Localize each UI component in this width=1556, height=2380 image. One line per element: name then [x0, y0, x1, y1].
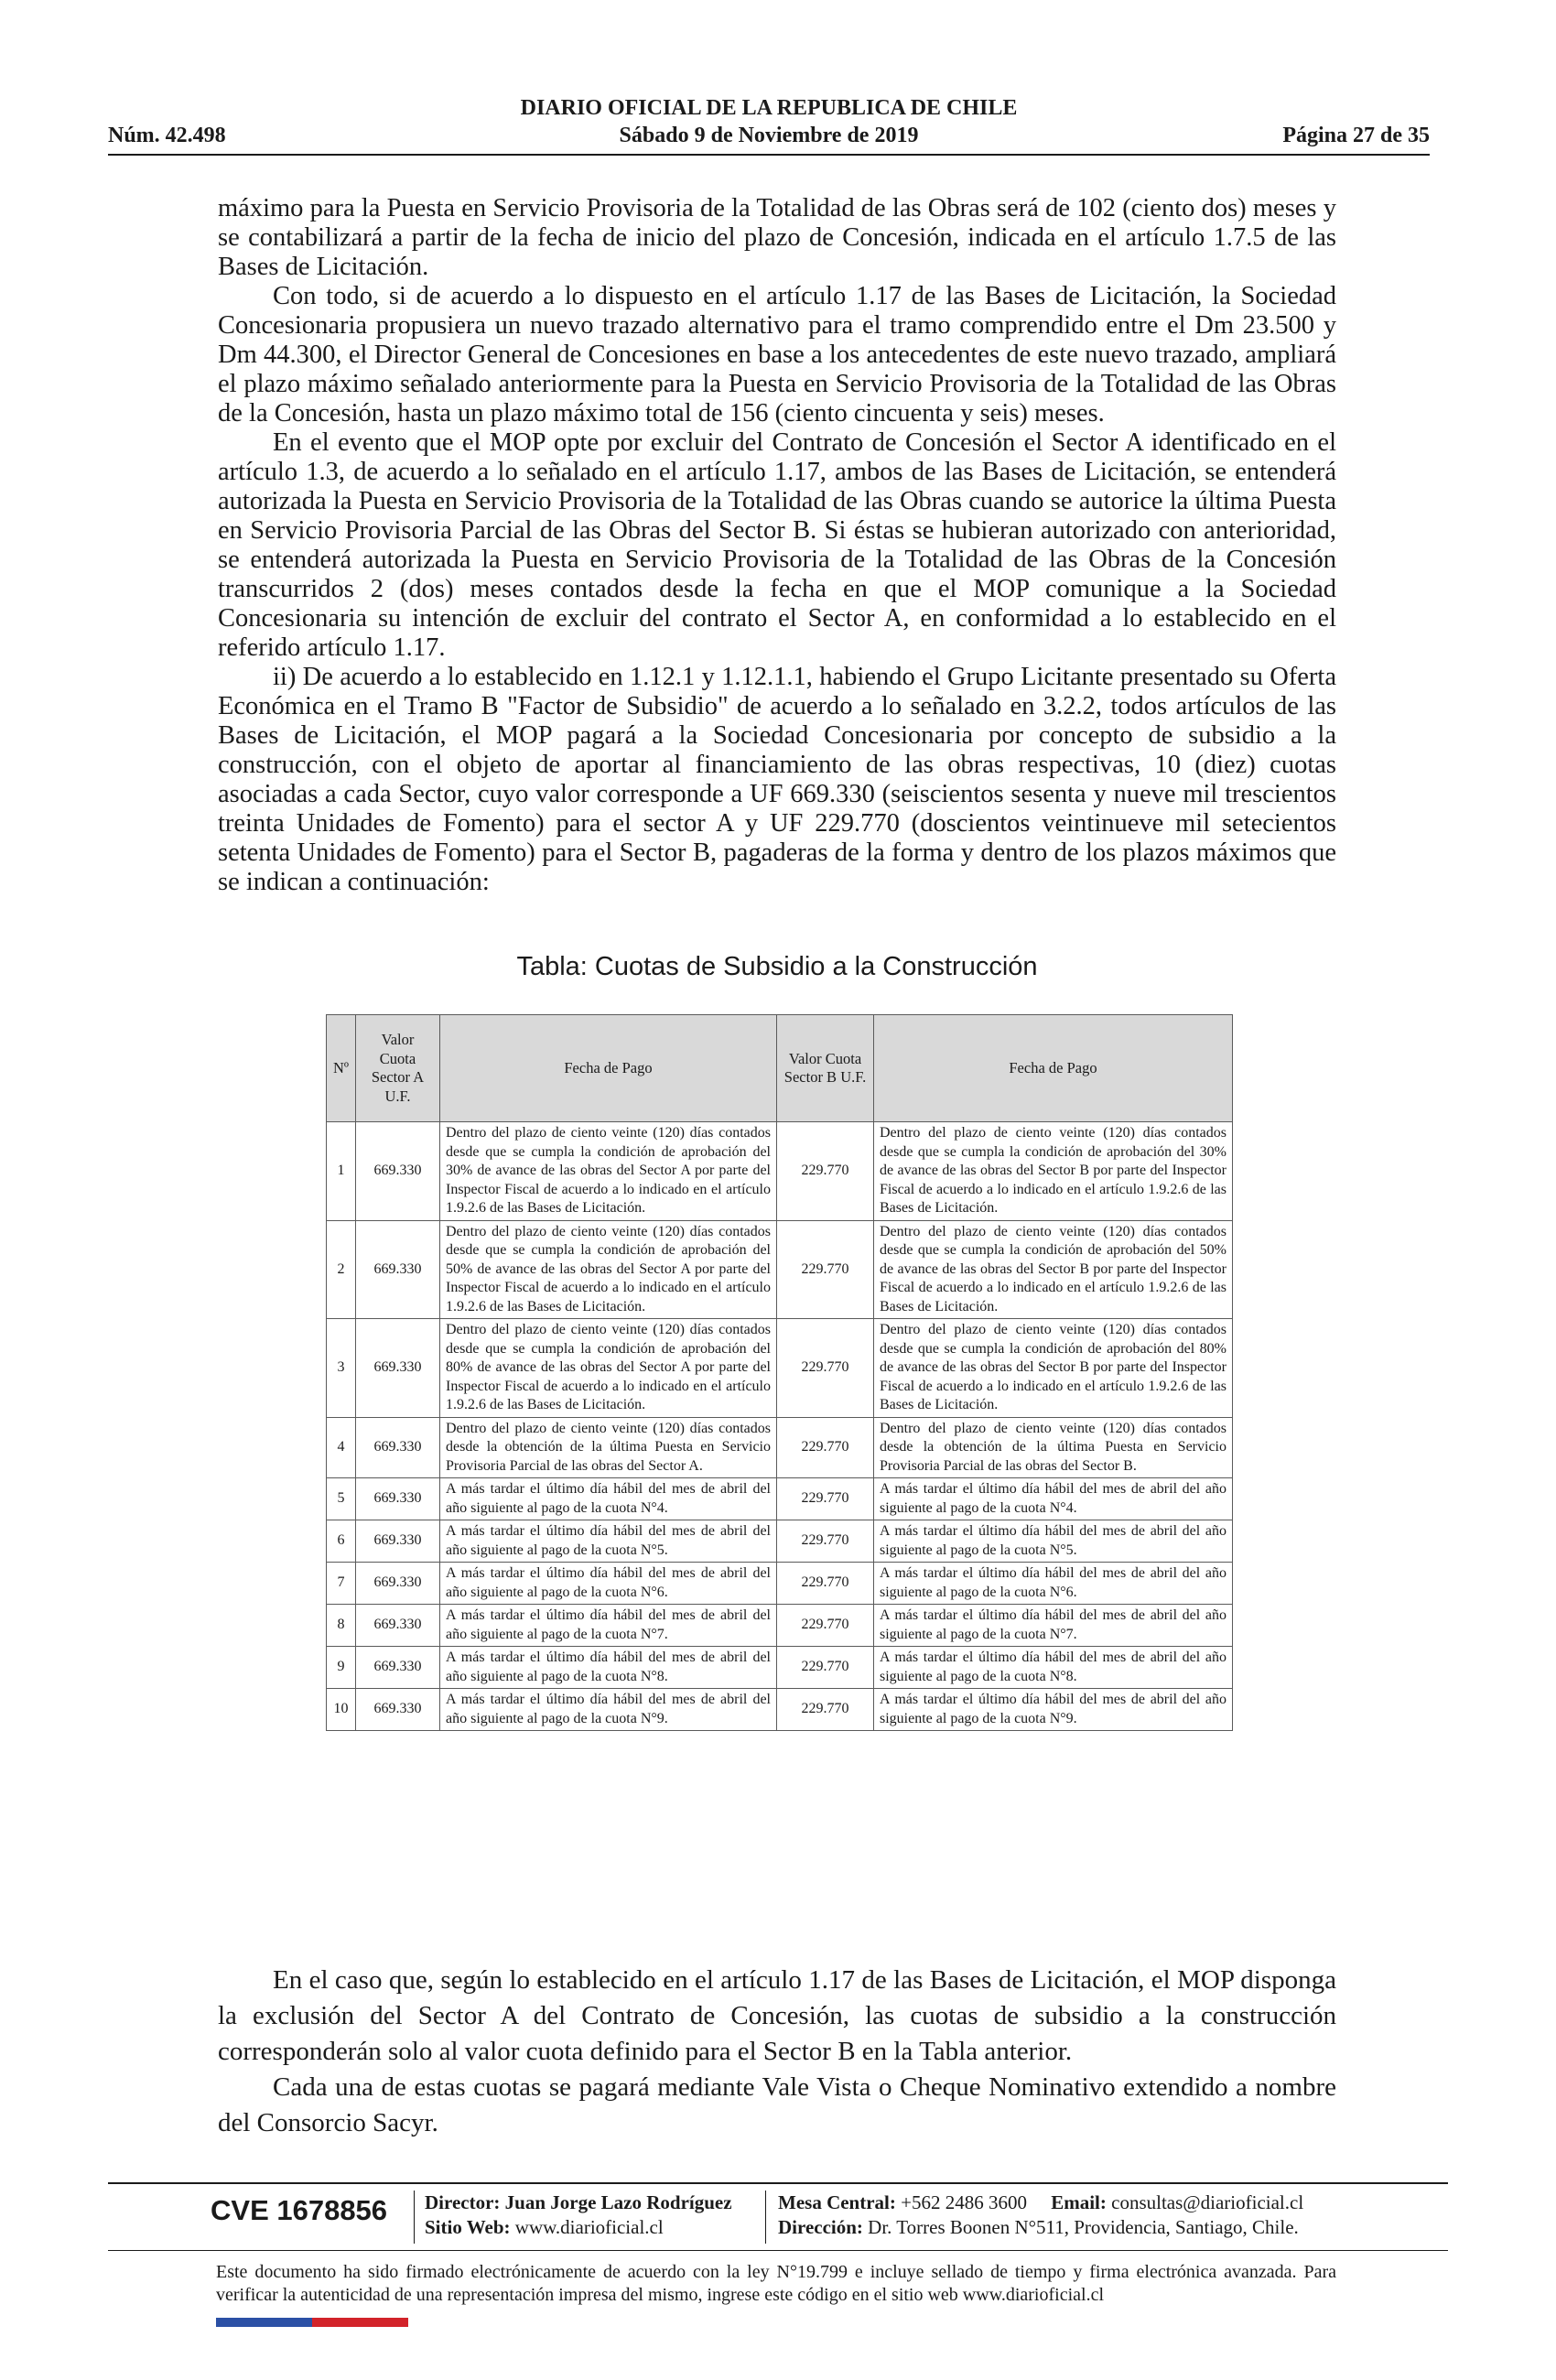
cell-value-a: 669.330	[356, 1563, 440, 1605]
phone-value: +562 2486 3600	[901, 2191, 1027, 2213]
cell-value-b: 229.770	[777, 1220, 874, 1319]
cell-value-a: 669.330	[356, 1647, 440, 1689]
cell-date-b: Dentro del plazo de ciento veinte (120) días contados desde que se cumpla la condición de aprobación del 50% de avance de las obras del Sector B por parte del Inspector Fiscal de acuerdo a lo indicado en el artículo 1.9.2.6 de las Bases de Licitación.	[874, 1220, 1233, 1319]
cell-date-b: Dentro del plazo de ciento veinte (120) días contados desde la obtención de la última Puesta en Servicio Provisoria Parcial de las obras del Sector B.	[874, 1417, 1233, 1478]
cell-date-a: Dentro del plazo de ciento veinte (120) días contados desde que se cumpla la condición de aprobación del 80% de avance de las obras del Sector A por parte del Inspector Fiscal de acuerdo a lo indicado en el artículo 1.9.2.6 de las Bases de Licitación.	[440, 1319, 777, 1418]
cell-date-a: Dentro del plazo de ciento veinte (120) días contados desde que se cumpla la condición de aprobación del 30% de avance de las obras del Sector A por parte del Inspector Fiscal de acuerdo a lo indicado en el artículo 1.9.2.6 de las Bases de Licitación.	[440, 1122, 777, 1221]
cell-date-a: A más tardar el último día hábil del mes de abril del año siguiente al pago de la cuota N°8.	[440, 1647, 777, 1689]
cell-value-a: 669.330	[356, 1319, 440, 1418]
footer-rule-top	[108, 2182, 1448, 2184]
issue-number: Núm. 42.498	[108, 124, 226, 147]
flag-blue-segment	[216, 2318, 312, 2327]
cell-number: 2	[327, 1220, 356, 1319]
table-row	[327, 1478, 1233, 1520]
cell-date-b: A más tardar el último día hábil del mes de abril del año siguiente al pago de la cuota N°7.	[874, 1605, 1233, 1647]
cell-value-a: 669.330	[356, 1220, 440, 1319]
table-row	[327, 1417, 1233, 1478]
cell-number: 1	[327, 1122, 356, 1221]
cell-date-a: A más tardar el último día hábil del mes de abril del año siguiente al pago de la cuota N°5.	[440, 1520, 777, 1563]
table-row	[327, 1605, 1233, 1647]
cell-date-a: A más tardar el último día hábil del mes de abril del año siguiente al pago de la cuota N°4.	[440, 1478, 777, 1520]
table-row	[327, 1563, 1233, 1605]
col-header-date-a: Fecha de Pago	[440, 1015, 777, 1122]
cell-date-a: A más tardar el último día hábil del mes de abril del año siguiente al pago de la cuota N°7.	[440, 1605, 777, 1647]
table-row	[327, 1689, 1233, 1731]
cell-date-b: A más tardar el último día hábil del mes de abril del año siguiente al pago de la cuota N°5.	[874, 1520, 1233, 1563]
site-link[interactable]: www.diarioficial.cl	[514, 2216, 664, 2238]
cell-number: 8	[327, 1605, 356, 1647]
address-label: Dirección:	[778, 2216, 863, 2238]
cell-value-a: 669.330	[356, 1478, 440, 1520]
legal-notice: Este documento ha sido firmado electrónicamente de acuerdo con la ley N°19.799 e incluye sellado de tiempo y firma electrónica avanzada. Para verificar la autenticidad de una representación impresa del mismo, ingrese este código en el sitio web www.diarioficial.cl	[216, 2262, 1336, 2305]
table-row	[327, 1647, 1233, 1689]
address-value: Dr. Torres Boonen N°511, Providencia, Santiago, Chile.	[868, 2216, 1299, 2238]
director-name: Juan Jorge Lazo Rodríguez	[504, 2191, 732, 2213]
cell-value-b: 229.770	[777, 1122, 874, 1221]
cell-value-b: 229.770	[777, 1478, 874, 1520]
cell-value-a: 669.330	[356, 1417, 440, 1478]
cell-value-a: 669.330	[356, 1605, 440, 1647]
cell-number: 3	[327, 1319, 356, 1418]
cell-number: 10	[327, 1689, 356, 1731]
cve-code: CVE 1678856	[211, 2194, 388, 2226]
footer-divider	[414, 2191, 415, 2244]
paragraph: En el caso que, según lo establecido en el artículo 1.17 de las Bases de Licitación, el MOP disponga la exclusión del Sector A del Contrato de Concesión, las cuotas de subsidio a la construcción corresponderán solo al valor cuota definido para el Sector B en la Tabla anterior.	[218, 1965, 1336, 2066]
email-label: Email:	[1051, 2191, 1107, 2213]
table-row	[327, 1122, 1233, 1221]
table-row	[327, 1220, 1233, 1319]
cell-number: 5	[327, 1478, 356, 1520]
cell-value-b: 229.770	[777, 1520, 874, 1563]
cell-date-a: Dentro del plazo de ciento veinte (120) días contados desde la obtención de la última Puesta en Servicio Provisoria Parcial de las obras del Sector A.	[440, 1417, 777, 1478]
cell-date-b: A más tardar el último día hábil del mes de abril del año siguiente al pago de la cuota N°8.	[874, 1647, 1233, 1689]
table-row	[327, 1520, 1233, 1563]
footer-director-block	[425, 2191, 732, 2240]
paragraph: Cada una de estas cuotas se pagará mediante Vale Vista o Cheque Nominativo extendido a nombre del Consorcio Sacyr.	[218, 2072, 1336, 2137]
cell-date-b: A más tardar el último día hábil del mes de abril del año siguiente al pago de la cuota N°4.	[874, 1478, 1233, 1520]
cell-value-b: 229.770	[777, 1647, 874, 1689]
footer-rule-bottom	[108, 2250, 1448, 2251]
flag-red-segment	[312, 2318, 408, 2327]
table-title: Tabla: Cuotas de Subsidio a la Construcción	[516, 952, 1038, 981]
header-rule	[108, 154, 1430, 156]
cell-date-b: A más tardar el último día hábil del mes de abril del año siguiente al pago de la cuota N°9.	[874, 1689, 1233, 1731]
cell-value-b: 229.770	[777, 1605, 874, 1647]
cell-value-a: 669.330	[356, 1689, 440, 1731]
phone-label: Mesa Central:	[778, 2191, 896, 2213]
flag-stripe	[216, 2318, 408, 2327]
site-label: Sitio Web:	[425, 2216, 511, 2238]
email-link[interactable]: consultas@diarioficial.cl	[1111, 2191, 1304, 2213]
closing-text	[218, 1963, 1336, 2141]
paragraph: máximo para la Puesta en Servicio Provisoria de la Totalidad de las Obras será de 102 (ciento dos) meses y se contabilizará a partir de la fecha de inicio del plazo de Concesión, indicada en el artículo 1.7.5 de las Bases de Licitación.	[218, 194, 1336, 281]
cell-date-b: Dentro del plazo de ciento veinte (120) días contados desde que se cumpla la condición de aprobación del 80% de avance de las obras del Sector B por parte del Inspector Fiscal de acuerdo a lo indicado en el artículo 1.9.2.6 de las Bases de Licitación.	[874, 1319, 1233, 1418]
director-label: Director:	[425, 2191, 501, 2213]
page-header	[108, 92, 1430, 157]
cell-number: 7	[327, 1563, 356, 1605]
col-header-number: Nº	[327, 1015, 356, 1122]
table-header-row	[327, 1015, 1233, 1122]
cell-value-a: 669.330	[356, 1520, 440, 1563]
cell-value-a: 669.330	[356, 1122, 440, 1221]
paragraph: ii) De acuerdo a lo establecido en 1.12.1 y 1.12.1.1, habiendo el Grupo Licitante presentado su Oferta Económica en el Tramo B "Factor de Subsidio" de acuerdo a lo señalado en 3.2.2, todos artículos de las Bases de Licitación, el MOP pagará a la Sociedad Concesionaria por concepto de subsidio a la construcción, con el objeto de aportar al financiamiento de las obras respectivas, 10 (diez) cuotas asociadas a cada Sector, cuyo valor corresponde a UF 669.330 (seiscientos sesenta y nueve mil trescientos treinta Unidades de Fomento) para el sector A y UF 229.770 (doscientos veintinueve mil setecientos setenta Unidades de Fomento) para el Sector B, pagaderas de la forma y dentro de los plazos máximos que se indican a continuación:	[218, 663, 1336, 896]
cell-date-a: A más tardar el último día hábil del mes de abril del año siguiente al pago de la cuota N°9.	[440, 1689, 777, 1731]
cell-value-b: 229.770	[777, 1417, 874, 1478]
cell-date-b: A más tardar el último día hábil del mes de abril del año siguiente al pago de la cuota N°6.	[874, 1563, 1233, 1605]
page-number: Página 27 de 35	[1282, 124, 1430, 147]
footer-contact-block	[778, 2191, 1303, 2240]
subsidy-table	[326, 1014, 1233, 1731]
cell-value-b: 229.770	[777, 1563, 874, 1605]
cell-number: 9	[327, 1647, 356, 1689]
paragraph: En el evento que el MOP opte por excluir del Contrato de Concesión el Sector A identificado en el artículo 1.3, de acuerdo a lo señalado en el artículo 1.17, ambos de las Bases de Licitación, se entenderá autorizada la Puesta en Servicio Provisoria de la Totalidad de las Obras cuando se autorice la última Puesta en Servicio Provisoria Parcial de las Obras del Sector B. Si éstas se hubieran autorizado con anterioridad, se entenderá autorizada la Puesta en Servicio Provisoria de la Totalidad de las Obras de la Concesión transcurridos 2 (dos) meses contados desde la fecha en que el MOP comunique a la Sociedad Concesionaria su intención de excluir del contrato el Sector A, en conformidad a lo establecido en el referido artículo 1.17.	[218, 428, 1336, 662]
cell-date-b: Dentro del plazo de ciento veinte (120) días contados desde que se cumpla la condición de aprobación del 30% de avance de las obras del Sector B por parte del Inspector Fiscal de acuerdo a lo indicado en el artículo 1.9.2.6 de las Bases de Licitación.	[874, 1122, 1233, 1221]
footer-divider	[765, 2191, 766, 2244]
body-text	[218, 194, 1336, 897]
paragraph: Con todo, si de acuerdo a lo dispuesto en el artículo 1.17 de las Bases de Licitación, la Sociedad Concesionaria propusiera un nuevo trazado alternativo para el tramo comprendido entre el Dm 23.500 y Dm 44.300, el Director General de Concesiones en base a los antecedentes de este nuevo trazado, ampliará el plazo máximo señalado anteriormente para la Puesta en Servicio Provisoria de la Totalidad de las Obras de la Concesión, hasta un plazo máximo total de 156 (ciento cincuenta y seis) meses.	[218, 282, 1336, 427]
col-header-date-b: Fecha de Pago	[874, 1015, 1233, 1122]
col-header-value-a: Valor Cuota Sector A U.F.	[356, 1015, 440, 1122]
issue-date: Sábado 9 de Noviembre de 2019	[619, 124, 919, 147]
cell-number: 4	[327, 1417, 356, 1478]
cell-value-b: 229.770	[777, 1689, 874, 1731]
cell-value-b: 229.770	[777, 1319, 874, 1418]
col-header-value-b: Valor Cuota Sector B U.F.	[777, 1015, 874, 1122]
cell-date-a: A más tardar el último día hábil del mes de abril del año siguiente al pago de la cuota N°6.	[440, 1563, 777, 1605]
publication-title: DIARIO OFICIAL DE LA REPUBLICA DE CHILE	[520, 96, 1018, 120]
table-row	[327, 1319, 1233, 1418]
cell-number: 6	[327, 1520, 356, 1563]
cell-date-a: Dentro del plazo de ciento veinte (120) días contados desde que se cumpla la condición de aprobación del 50% de avance de las obras del Sector A por parte del Inspector Fiscal de acuerdo a lo indicado en el artículo 1.9.2.6 de las Bases de Licitación.	[440, 1220, 777, 1319]
